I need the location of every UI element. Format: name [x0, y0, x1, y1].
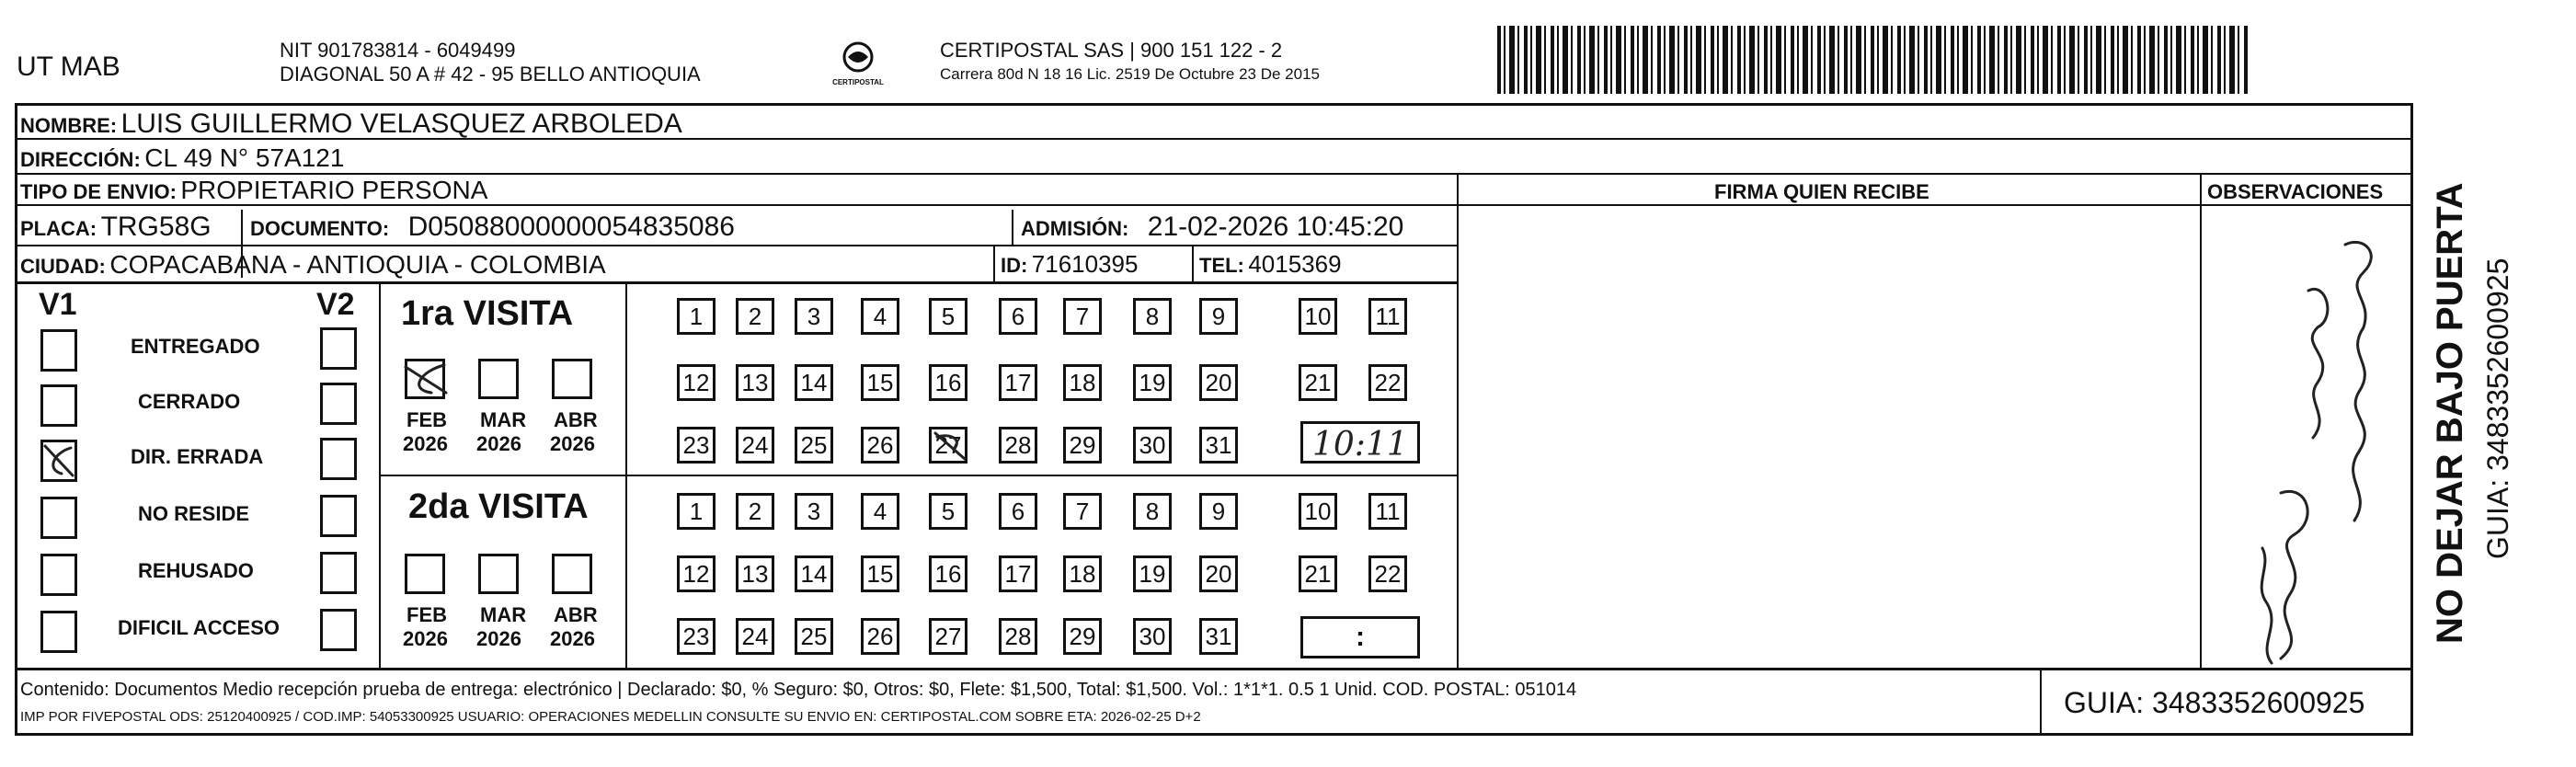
recipient-city: COPACABANA - ANTIOQUIA - COLOMBIA [109, 250, 606, 279]
day-cell[interactable]: 16 [929, 555, 967, 592]
footer-contents: Contenido: Documentos Medio recepción prueba de entrega: electrónico | Declarado: $0, % Seguro: $0, Otros: $0, Flete: $1,500, Total: $1,500. Vol.: 1*1*1. 0.5 1 Unid. COD. POSTAL: 051014 [20, 680, 1577, 700]
tel-label: TEL: [1199, 254, 1244, 277]
day-cell[interactable]: 20 [1199, 364, 1238, 401]
month-checkbox[interactable] [405, 359, 445, 399]
month-checkbox[interactable] [405, 554, 445, 594]
day-cell[interactable]: 15 [861, 364, 899, 401]
day-cell[interactable]: 10 [1299, 493, 1337, 530]
day-cell[interactable]: 5 [929, 298, 967, 335]
day-cell[interactable]: 18 [1063, 364, 1102, 401]
v2-checkbox[interactable] [320, 327, 357, 370]
month-year: 2026 [403, 627, 448, 650]
day-cell[interactable]: 6 [999, 298, 1037, 335]
status-label: DIFICIL ACCESO [118, 616, 280, 639]
day-cell[interactable]: 22 [1368, 364, 1407, 401]
day-cell[interactable]: 18 [1063, 555, 1102, 592]
day-cell[interactable]: 21 [1299, 364, 1337, 401]
footer-print-info: IMP POR FIVEPOSTAL ODS: 25120400925 / COD.IMP: 54053300925 USUARIO: OPERACIONES MEDELLIN CONSULTE SU ENVIO EN: CERTIPOSTAL.COM SOBRE ETA: 2026-02-25 D+2 [20, 709, 1201, 725]
certipostal-logo [817, 39, 899, 90]
day-cell[interactable]: 29 [1063, 618, 1102, 655]
day-cell[interactable]: 24 [736, 427, 774, 464]
day-cell[interactable]: 26 [861, 427, 899, 464]
day-cell[interactable]: 8 [1133, 493, 1172, 530]
status-label: DIR. ERRADA [131, 445, 264, 468]
month-checkbox[interactable] [478, 554, 519, 594]
visit2-time-value: : [1356, 622, 1365, 652]
visit2-title: 2da VISITA [408, 487, 589, 526]
month-year: 2026 [476, 432, 521, 455]
month-name: MAR [480, 408, 527, 431]
admission-datetime: 21-02-2026 10:45:20 [1147, 212, 1404, 242]
recipient-address: CL 49 N° 57A121 [144, 143, 345, 172]
day-cell[interactable]: 31 [1199, 618, 1238, 655]
day-cell[interactable]: 16 [929, 364, 967, 401]
day-cell[interactable]: 12 [677, 555, 716, 592]
visit1-title: 1ra VISITA [401, 294, 574, 333]
ut-label: UT MAB [17, 52, 120, 82]
footer-guide-number: GUIA: 3483352600925 [2064, 686, 2365, 719]
day-cell[interactable]: 19 [1133, 364, 1172, 401]
v1-checkbox[interactable] [40, 497, 77, 539]
day-cell[interactable]: 27 [929, 427, 967, 464]
nombre-label: NOMBRE: [20, 114, 118, 137]
day-cell[interactable]: 12 [677, 364, 716, 401]
day-cell[interactable]: 10 [1299, 298, 1337, 335]
day-cell[interactable]: 1 [677, 493, 716, 530]
day-cell[interactable]: 24 [736, 618, 774, 655]
day-cell[interactable]: 25 [795, 427, 833, 464]
day-cell[interactable]: 8 [1133, 298, 1172, 335]
v2-header: V2 [316, 287, 355, 322]
placa-label: PLACA: [20, 217, 97, 240]
day-cell[interactable]: 27 [929, 618, 967, 655]
company-name: CERTIPOSTAL SAS | 900 151 122 - 2 [940, 39, 1283, 62]
month-checkbox[interactable] [552, 554, 592, 594]
day-cell[interactable]: 28 [999, 618, 1037, 655]
day-cell[interactable]: 17 [999, 364, 1037, 401]
month-name: ABR [554, 603, 598, 626]
month-name: ABR [554, 408, 598, 431]
day-cell[interactable]: 14 [795, 555, 833, 592]
observation-handwriting [2207, 217, 2410, 668]
visit1-time-box[interactable] [1300, 421, 1420, 464]
recipient-phone: 4015369 [1248, 250, 1342, 278]
day-cell[interactable]: 5 [929, 493, 967, 530]
visit2-time-box[interactable] [1300, 616, 1420, 658]
v1-checkbox[interactable] [40, 440, 77, 482]
day-cell[interactable]: 3 [795, 493, 833, 530]
month-name: FEB [406, 408, 447, 431]
day-cell[interactable]: 30 [1133, 618, 1172, 655]
documento-label: DOCUMENTO: [250, 217, 390, 240]
day-cell[interactable]: 13 [736, 555, 774, 592]
month-year: 2026 [550, 627, 595, 650]
id-label: ID: [1001, 254, 1028, 277]
v1-checkbox[interactable] [40, 611, 77, 653]
v2-checkbox[interactable] [320, 383, 357, 425]
day-cell[interactable]: 2 [736, 298, 774, 335]
day-cell[interactable]: 7 [1063, 493, 1102, 530]
admision-label: ADMISIÓN: [1021, 217, 1129, 240]
v1-header: V1 [39, 287, 77, 322]
day-cell[interactable]: 4 [861, 493, 899, 530]
visit1-time-value: 10:11 [1312, 426, 1408, 464]
day-cell[interactable]: 31 [1199, 427, 1238, 464]
day-cell[interactable]: 14 [795, 364, 833, 401]
status-label: CERRADO [138, 390, 241, 413]
v2-checkbox[interactable] [320, 438, 357, 480]
v2-checkbox[interactable] [320, 552, 357, 594]
month-year: 2026 [476, 627, 521, 650]
day-cell[interactable]: 23 [677, 618, 716, 655]
v1-checkbox[interactable] [40, 384, 77, 427]
day-cell[interactable]: 2 [736, 493, 774, 530]
day-cell[interactable]: 7 [1063, 298, 1102, 335]
barcode [1497, 26, 2250, 94]
day-cell[interactable]: 6 [999, 493, 1037, 530]
svg-text:CERTIPOSTAL: CERTIPOSTAL [832, 78, 884, 86]
v1-checkbox[interactable] [40, 554, 77, 596]
v2-checkbox[interactable] [320, 609, 357, 651]
month-name: MAR [480, 603, 527, 626]
month-checkbox[interactable] [552, 359, 592, 399]
recipient-id: 71610395 [1031, 250, 1139, 278]
plate-number: TRG58G [100, 212, 212, 242]
month-name: FEB [406, 603, 447, 626]
status-label: NO RESIDE [138, 502, 250, 525]
day-cell[interactable]: 15 [861, 555, 899, 592]
day-cell[interactable]: 29 [1063, 427, 1102, 464]
day-cell[interactable]: 11 [1368, 298, 1407, 335]
day-cell[interactable]: 4 [861, 298, 899, 335]
day-cell[interactable]: 30 [1133, 427, 1172, 464]
v2-checkbox[interactable] [320, 495, 357, 537]
day-cell[interactable]: 1 [677, 298, 716, 335]
month-year: 2026 [550, 432, 595, 455]
day-cell[interactable]: 28 [999, 427, 1037, 464]
tipo-envio-label: TIPO DE ENVIO: [20, 180, 177, 203]
recipient-name: LUIS GUILLERMO VELASQUEZ ARBOLEDA [120, 109, 682, 139]
status-label: ENTREGADO [131, 335, 260, 358]
observaciones-label: OBSERVACIONES [2207, 180, 2384, 203]
day-cell[interactable]: 17 [999, 555, 1037, 592]
day-cell[interactable]: 13 [736, 364, 774, 401]
v1-checkbox[interactable] [40, 329, 77, 372]
company-license: Carrera 80d N 18 16 Lic. 2519 De Octubre 23 De 2015 [940, 65, 1320, 83]
day-cell[interactable]: 9 [1199, 493, 1238, 530]
day-cell[interactable]: 22 [1368, 555, 1407, 592]
document-number: D05088000000054835086 [407, 212, 735, 242]
sender-address: DIAGONAL 50 A # 42 - 95 BELLO ANTIOQUIA [280, 63, 701, 86]
day-cell[interactable]: 26 [861, 618, 899, 655]
side-warning: NO DEJAR BAJO PUERTA [2430, 182, 2470, 644]
month-checkbox[interactable] [478, 359, 519, 399]
nit-text: NIT 901783814 - 6049499 [280, 39, 516, 62]
day-cell[interactable]: 11 [1368, 493, 1407, 530]
day-cell[interactable]: 25 [795, 618, 833, 655]
day-cell[interactable]: 21 [1299, 555, 1337, 592]
firma-label: FIRMA QUIEN RECIBE [1714, 180, 1929, 203]
day-cell[interactable]: 9 [1199, 298, 1238, 335]
day-cell[interactable]: 23 [677, 427, 716, 464]
direccion-label: DIRECCIÓN: [20, 148, 141, 171]
month-year: 2026 [403, 432, 448, 455]
day-cell[interactable]: 3 [795, 298, 833, 335]
day-cell[interactable]: 20 [1199, 555, 1238, 592]
side-guide-number: GUIA: 3483352600925 [2481, 258, 2514, 559]
shipment-type: PROPIETARIO PERSONA [180, 176, 488, 204]
day-cell[interactable]: 19 [1133, 555, 1172, 592]
ciudad-label: CIUDAD: [20, 255, 106, 278]
status-label: REHUSADO [138, 559, 254, 582]
